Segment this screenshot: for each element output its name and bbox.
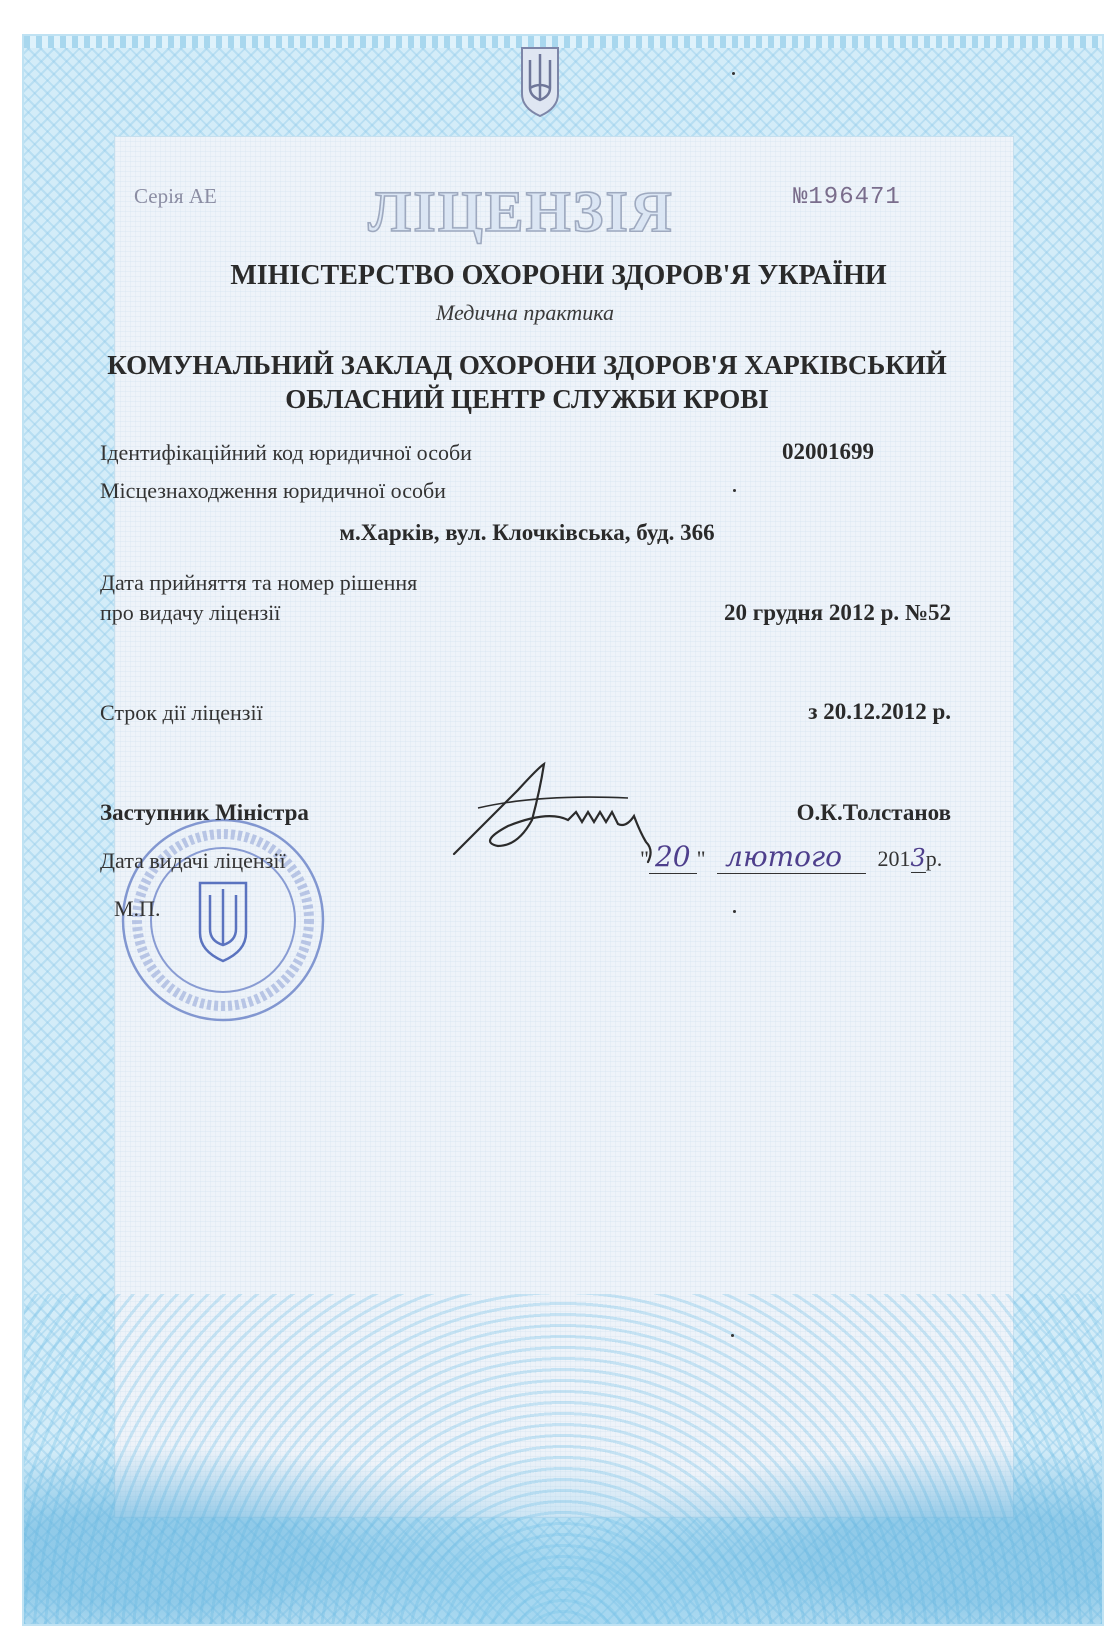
licensee-name-line2: ОБЛАСНИЙ ЦЕНТР СЛУЖБИ КРОВІ [285,384,769,414]
signatory-name: О.К.Толстанов [796,800,951,825]
issue-month: лютого [717,840,866,874]
license-number: №196471 [793,184,901,211]
scan-speck [733,489,736,492]
address-value: м.Харків, вул. Клочківська, буд. 366 [339,520,715,545]
decision-value: 20 грудня 2012 р. №52 [724,600,951,625]
validity-label: Строк дії ліцензії [100,700,263,725]
activity-type: Медична практика [436,300,614,325]
issue-year-digit: 3 [910,844,926,872]
decorative-ornament [24,1294,1102,1624]
signatory-position: Заступник Міністра [100,800,309,825]
license-series: Серія АЕ [134,184,217,208]
issue-date-value: " 20 " лютого 2013р. [640,840,943,873]
scan-speck [733,910,736,913]
issuing-ministry: МІНІСТЕРСТВО ОХОРОНИ ЗДОРОВ'Я УКРАЇНИ [230,260,887,291]
address-label: Місцезнаходження юридичної особи [100,478,446,503]
validity-value: з 20.12.2012 р. [808,699,951,724]
handwritten-signature [448,750,658,870]
decision-label-line1: Дата прийняття та номер рішення [100,570,418,595]
scan-speck [732,72,735,75]
decision-label-line2: про видачу ліцензії [100,600,281,625]
scan-speck [731,1334,734,1337]
document-title: ЛІЦЕНЗІЯ [368,179,674,244]
licensee-name-line1: КОМУНАЛЬНИЙ ЗАКЛАД ОХОРОНИ ЗДОРОВ'Я ХАРКІВСЬКИЙ [107,350,947,380]
id-code-label: Ідентифікаційний код юридичної особи [100,440,472,465]
id-code-value: 02001699 [782,439,874,464]
seal-place-label: М.П. [114,896,161,921]
issue-date-label: Дата видачі ліцензії [100,848,286,873]
trident-emblem-icon [518,42,562,118]
issue-year-suffix: р. [925,846,943,871]
issue-year-prefix: 201 [877,846,911,871]
issue-day: 20 [649,840,697,874]
